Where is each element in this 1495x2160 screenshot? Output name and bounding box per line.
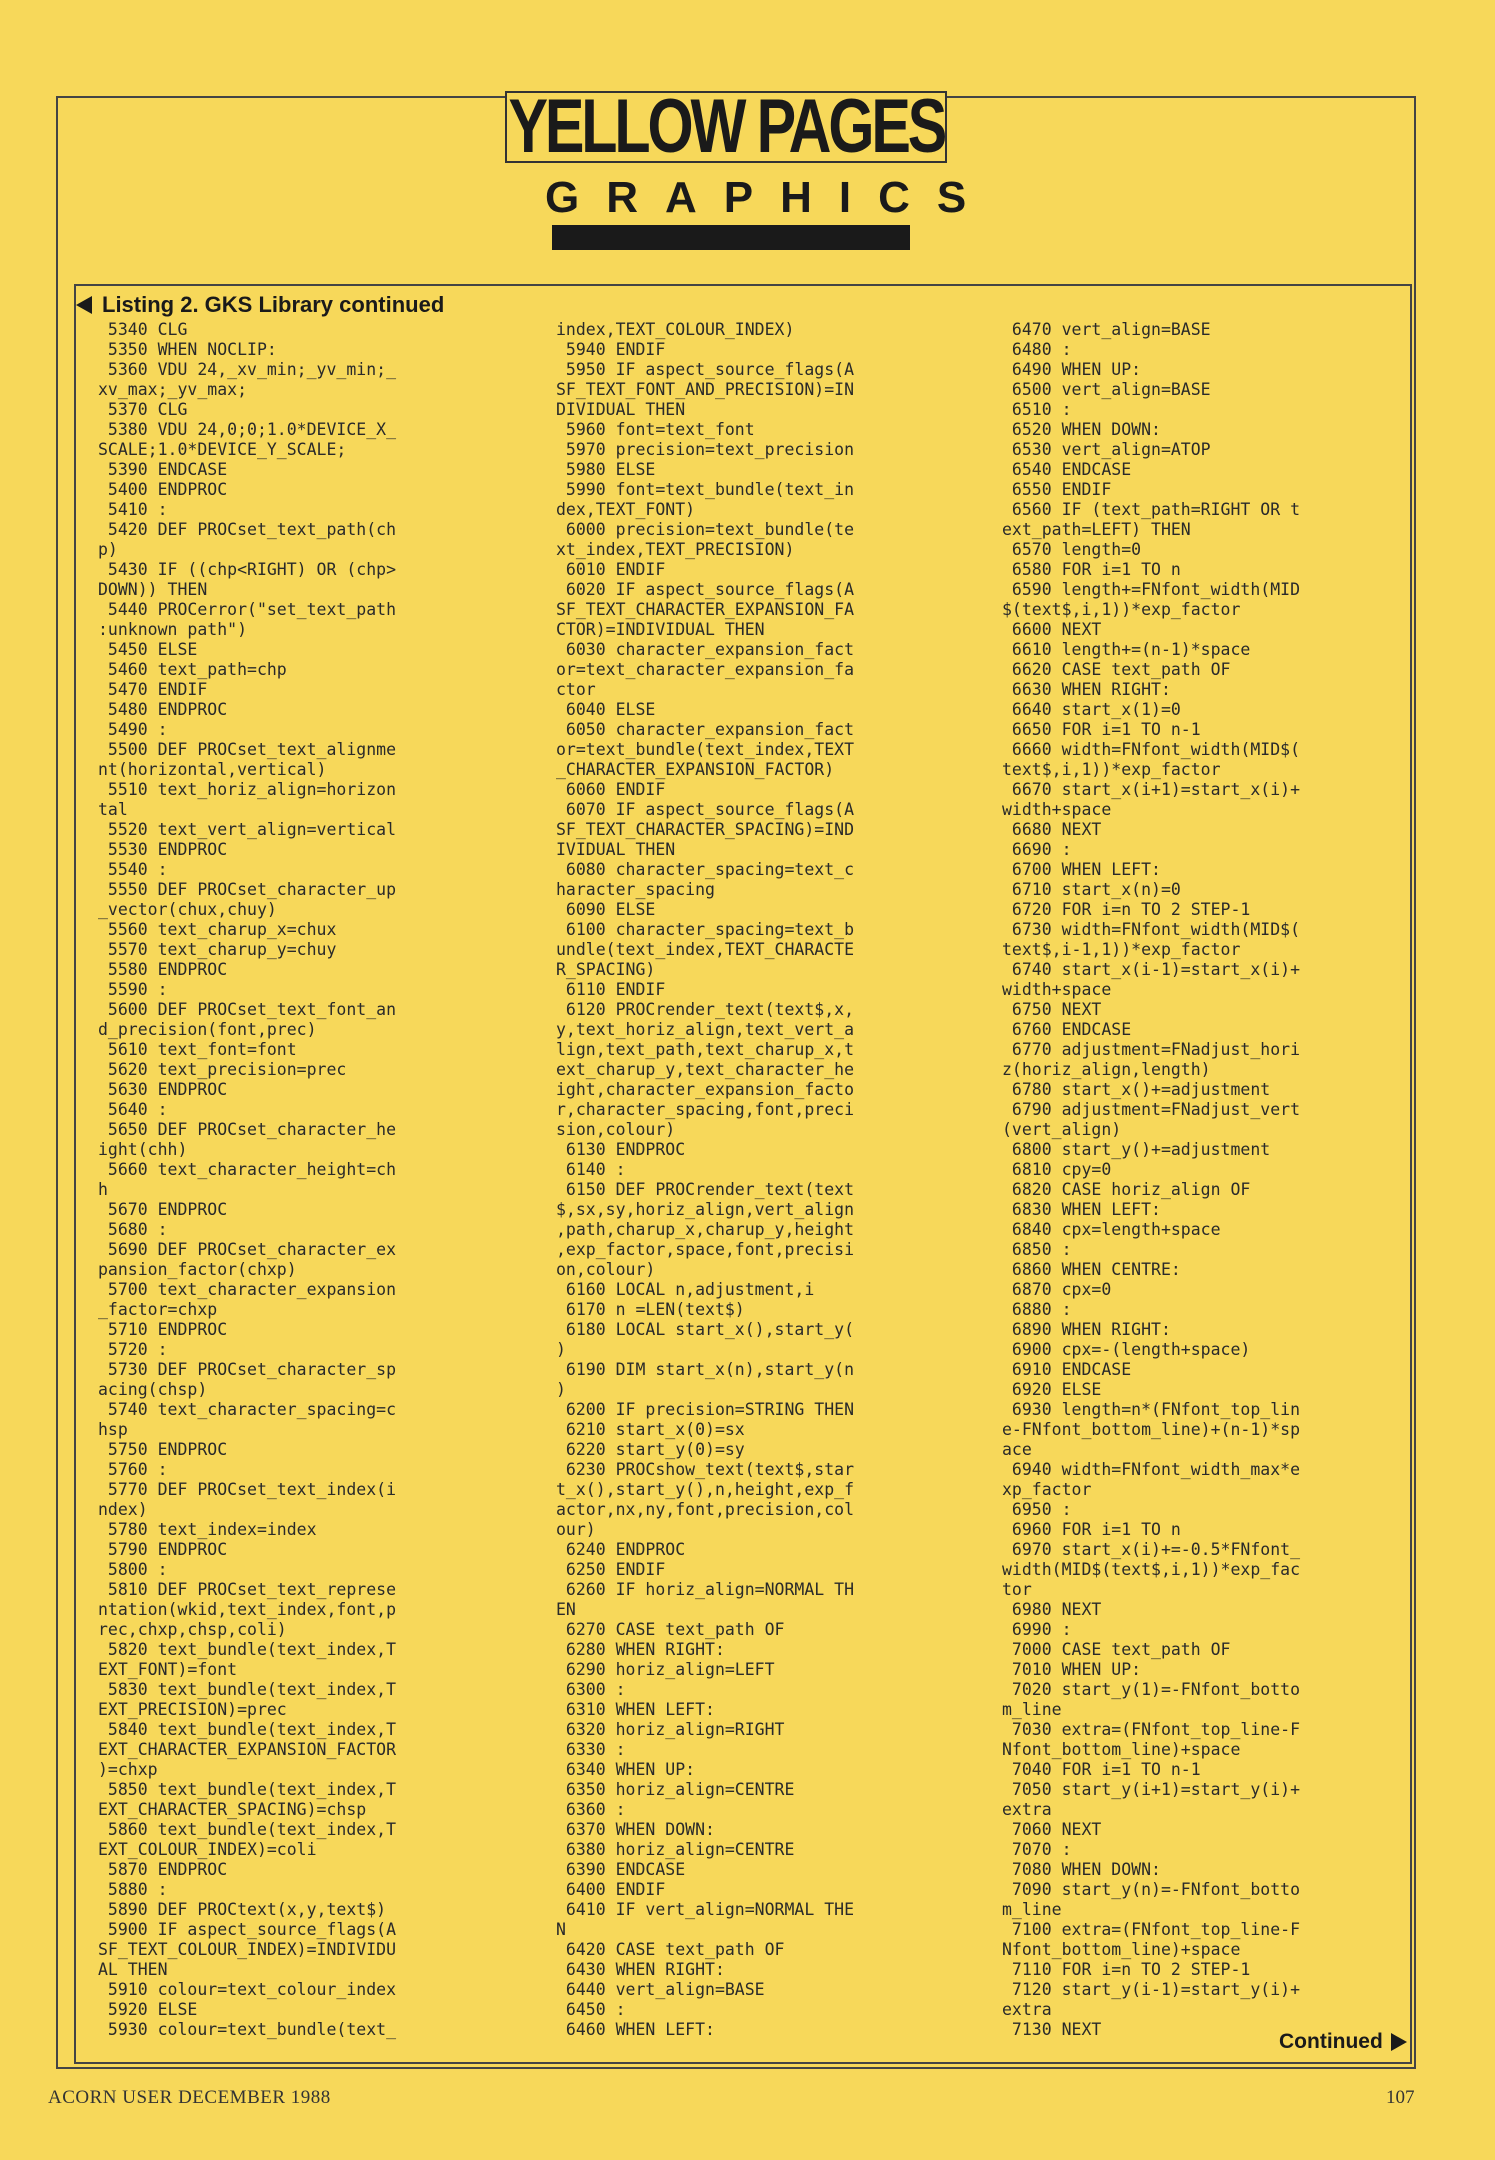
- listing-heading-text: Listing 2. GKS Library continued: [102, 292, 445, 317]
- left-arrow-icon: [76, 296, 92, 314]
- continued-label: [1279, 2030, 1407, 2054]
- footer-publication: ACORN USER DECEMBER 1988: [48, 2087, 331, 2108]
- section-subtitle: GRAPHICS: [545, 173, 994, 222]
- continued-text: Continued: [1279, 2030, 1383, 2053]
- footer-page-number: 107: [1386, 2087, 1415, 2108]
- listing-heading: [76, 287, 444, 323]
- code-column-1: 5340 CLG 5350 WHEN NOCLIP: 5360 VDU 24,_xv_min;_yv_min;_ xv_max;_yv_max; 5370 CLG 5380 VDU 24,0;0;1.0*DEVICE_X_ SCALE;1.0*DEVICE_Y_SCALE; 5390 ENDCASE 5400 ENDPROC 5410 : 5420 DEF PROCset_text_path(ch p) 5430 IF ((chp<RIGHT) OR (chp> DOWN)) THEN 5440 PROCerror("set_text_path :unknown path") 5450 ELSE 5460 text_path=chp 5470 ENDIF 5480 ENDPROC 5490 : 5500 DEF PROCset_text_alignme nt(horizontal,vertical) 5510 text_horiz_align=horizon tal 5520 text_vert_align=vertical 5530 ENDPROC 5540 : 5550 DEF PROCset_character_up _vector(chux,chuy) 5560 text_charup_x=chux 5570 text_charup_y=chuy 5580 ENDPROC 5590 : 5600 DEF PROCset_text_font_an d_precision(font,prec) 5610 text_font=font 5620 text_precision=prec 5630 ENDPROC 5640 : 5650 DEF PROCset_character_he ight(chh) 5660 text_character_height=ch h 5670 ENDPROC 5680 : 5690 DEF PROCset_character_ex pansion_factor(chxp) 5700 text_character_expansion _factor=chxp 5710 ENDPROC 5720 : 5730 DEF PROCset_character_sp acing(chsp) 5740 text_character_spacing=c hsp 5750 ENDPROC 5760 : 5770 DEF PROCset_text_index(i ndex) 5780 text_index=index 5790 ENDPROC 5800 : 5810 DEF PROCset_text_represe ntation(wkid,text_index,font,p rec,chxp,chsp,coli) 5820 text_bundle(text_index,T EXT_FONT)=font 5830 text_bundle(text_index,T EXT_PRECISION)=prec 5840 text_bundle(text_index,T EXT_CHARACTER_EXPANSION_FACTOR )=chxp 5850 text_bundle(text_index,T EXT_CHARACTER_SPACING)=chsp 5860 text_bundle(text_index,T EXT_COLOUR_INDEX)=coli 5870 ENDPROC 5880 : 5890 DEF PROCtext(x,y,text$) 5900 IF aspect_source_flags(A SF_TEXT_COLOUR_INDEX)=INDIVIDU AL THEN 5910 colour=text_colour_index 5920 ELSE 5930 colour=text_bundle(text_: [98, 320, 397, 2039]
- page-title: YELLOW PAGES: [508, 84, 944, 169]
- title-box: [505, 84, 947, 169]
- subtitle-bar: [552, 225, 910, 250]
- code-column-2: index,TEXT_COLOUR_INDEX) 5940 ENDIF 5950 IF aspect_source_flags(A SF_TEXT_FONT_AND_PRECISION)=IN DIVIDUAL THEN 5960 font=text_font 5970 precision=text_precision 5980 ELSE 5990 font=text_bundle(text_in dex,TEXT_FONT) 6000 precision=text_bundle(te xt_index,TEXT_PRECISION) 6010 ENDIF 6020 IF aspect_source_flags(A SF_TEXT_CHARACTER_EXPANSION_FA CTOR)=INDIVIDUAL THEN 6030 character_expansion_fact or=text_character_expansion_fa ctor 6040 ELSE 6050 character_expansion_fact or=text_bundle(text_index,TEXT _CHARACTER_EXPANSION_FACTOR) 6060 ENDIF 6070 IF aspect_source_flags(A SF_TEXT_CHARACTER_SPACING)=IND IVIDUAL THEN 6080 character_spacing=text_c haracter_spacing 6090 ELSE 6100 character_spacing=text_b undle(text_index,TEXT_CHARACTE R_SPACING) 6110 ENDIF 6120 PROCrender_text(text$,x, y,text_horiz_align,text_vert_a lign,text_path,text_charup_x,t ext_charup_y,text_character_he ight,character_expansion_facto r,character_spacing,font,preci sion,colour) 6130 ENDPROC 6140 : 6150 DEF PROCrender_text(text $,sx,sy,horiz_align,vert_align ,path,charup_x,charup_y,height ,exp_factor,space,font,precisi on,colour) 6160 LOCAL n,adjustment,i 6170 n =LEN(text$) 6180 LOCAL start_x(),start_y( ) 6190 DIM start_x(n),start_y(n ) 6200 IF precision=STRING THEN 6210 start_x(0)=sx 6220 start_y(0)=sy 6230 PROCshow_text(text$,star t_x(),start_y(),n,height,exp_f actor,nx,ny,font,precision,col our) 6240 ENDPROC 6250 ENDIF 6260 IF horiz_align=NORMAL TH EN 6270 CASE text_path OF 6280 WHEN RIGHT: 6290 horiz_align=LEFT 6300 : 6310 WHEN LEFT: 6320 horiz_align=RIGHT 6330 : 6340 WHEN UP: 6350 horiz_align=CENTRE 6360 : 6370 WHEN DOWN: 6380 horiz_align=CENTRE 6390 ENDCASE 6400 ENDIF 6410 IF vert_align=NORMAL THE N 6420 CASE text_path OF 6430 WHEN RIGHT: 6440 vert_align=BASE 6450 : 6460 WHEN LEFT:: [556, 320, 855, 2039]
- code-column-3: 6470 vert_align=BASE 6480 : 6490 WHEN UP: 6500 vert_align=BASE 6510 : 6520 WHEN DOWN: 6530 vert_align=ATOP 6540 ENDCASE 6550 ENDIF 6560 IF (text_path=RIGHT OR t ext_path=LEFT) THEN 6570 length=0 6580 FOR i=1 TO n 6590 length+=FNfont_width(MID $(text$,i,1))*exp_factor 6600 NEXT 6610 length+=(n-1)*space 6620 CASE text_path OF 6630 WHEN RIGHT: 6640 start_x(1)=0 6650 FOR i=1 TO n-1 6660 width=FNfont_width(MID$( text$,i,1))*exp_factor 6670 start_x(i+1)=start_x(i)+ width+space 6680 NEXT 6690 : 6700 WHEN LEFT: 6710 start_x(n)=0 6720 FOR i=n TO 2 STEP-1 6730 width=FNfont_width(MID$( text$,i-1,1))*exp_factor 6740 start_x(i-1)=start_x(i)+ width+space 6750 NEXT 6760 ENDCASE 6770 adjustment=FNadjust_hori z(horiz_align,length) 6780 start_x()+=adjustment 6790 adjustment=FNadjust_vert (vert_align) 6800 start_y()+=adjustment 6810 cpy=0 6820 CASE horiz_align OF 6830 WHEN LEFT: 6840 cpx=length+space 6850 : 6860 WHEN CENTRE: 6870 cpx=0 6880 : 6890 WHEN RIGHT: 6900 cpx=-(length+space) 6910 ENDCASE 6920 ELSE 6930 length=n*(FNfont_top_lin e-FNfont_bottom_line)+(n-1)*sp ace 6940 width=FNfont_width_max*e xp_factor 6950 : 6960 FOR i=1 TO n 6970 start_x(i)+=-0.5*FNfont_ width(MID$(text$,i,1))*exp_fac tor 6980 NEXT 6990 : 7000 CASE text_path OF 7010 WHEN UP: 7020 start_y(1)=-FNfont_botto m_line 7030 extra=(FNfont_top_line-F Nfont_bottom_line)+space 7040 FOR i=1 TO n-1 7050 start_y(i+1)=start_y(i)+ extra 7060 NEXT 7070 : 7080 WHEN DOWN: 7090 start_y(n)=-FNfont_botto m_line 7100 extra=(FNfont_top_line-F Nfont_bottom_line)+space 7110 FOR i=n TO 2 STEP-1 7120 start_y(i-1)=start_y(i)+ extra 7130 NEXT: [1002, 320, 1301, 2039]
- right-arrow-icon: [1391, 2033, 1407, 2051]
